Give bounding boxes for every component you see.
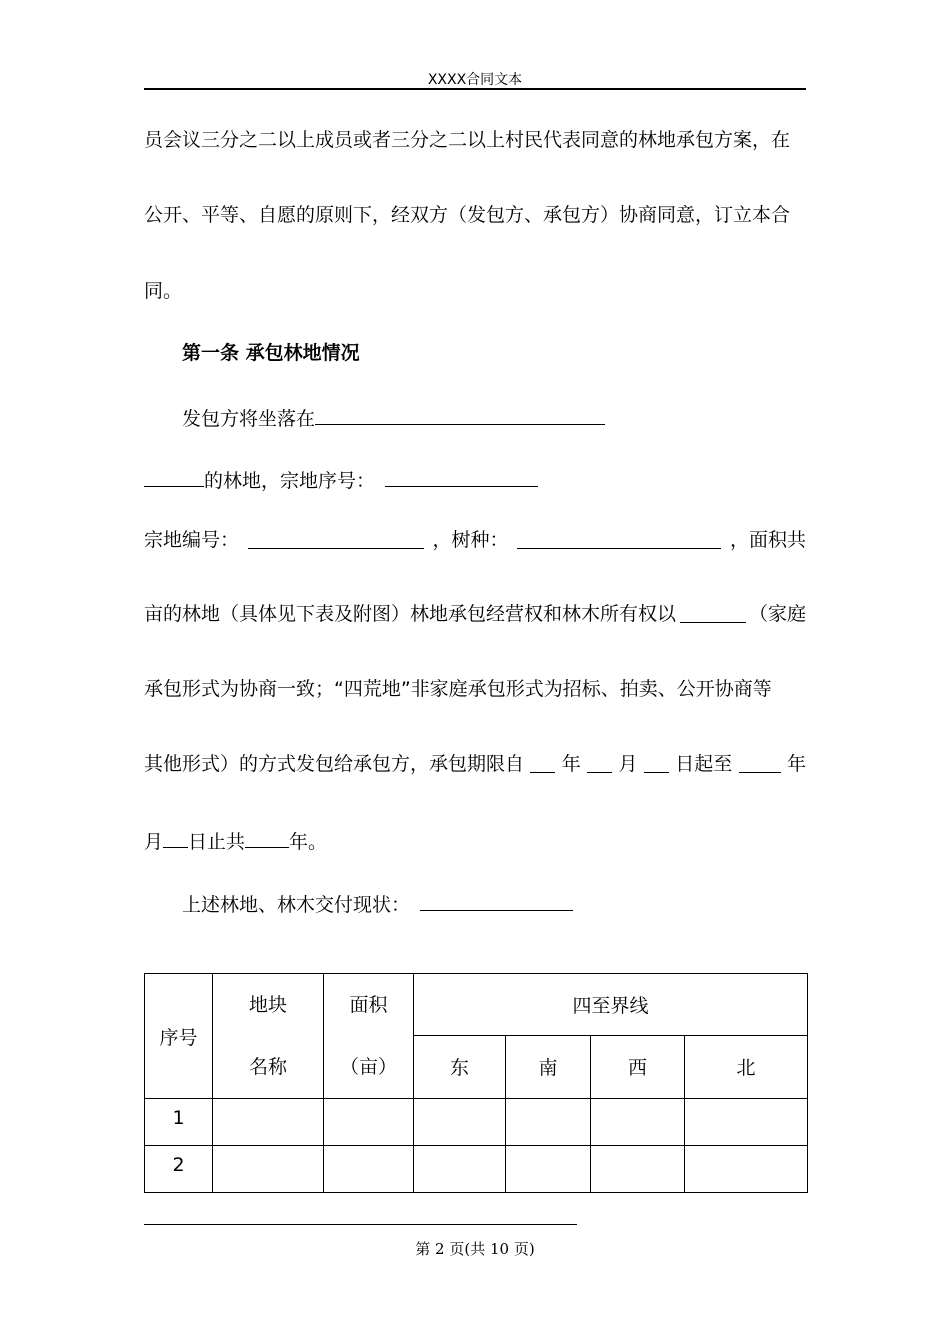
- header-west: 西: [591, 1035, 685, 1098]
- page-number: 第 2 页(共 10 页): [415, 1240, 535, 1258]
- cell[interactable]: [213, 1099, 324, 1146]
- forest-label: 的林地，宗地序号：: [204, 470, 376, 492]
- text: 同。: [144, 280, 183, 302]
- header-title: XXXX合同文本: [427, 72, 523, 88]
- text: （家庭: [748, 603, 806, 625]
- text: 公开、平等、自愿的原则下，经双方（发包方、承包方）协商同意，订立本合: [144, 204, 791, 226]
- paragraph-line: [144, 602, 806, 626]
- total-years-blank[interactable]: [245, 827, 289, 848]
- row-seq: 2: [145, 1146, 213, 1193]
- end-month-blank[interactable]: [163, 827, 188, 848]
- text: 亩的林地（具体见下表及附图）林地承包经营权和林木所有权以: [144, 603, 677, 625]
- paragraph-line: [144, 279, 182, 303]
- text: 年。: [289, 831, 328, 853]
- paragraph-line: [144, 203, 806, 227]
- month-label: 月: [144, 831, 164, 853]
- text: 地块: [248, 994, 287, 1016]
- cell[interactable]: [506, 1099, 591, 1146]
- paragraph-line: [144, 128, 806, 152]
- text: （亩）: [339, 1056, 397, 1078]
- forest-line: [144, 466, 538, 493]
- cell[interactable]: [591, 1099, 685, 1146]
- header-east: 东: [414, 1035, 506, 1098]
- cell[interactable]: [506, 1146, 591, 1193]
- text: 日止共: [188, 831, 246, 853]
- status-line: [182, 890, 573, 917]
- cell[interactable]: [414, 1099, 506, 1146]
- tree-label: ，树种：: [432, 529, 509, 551]
- location-line: [182, 404, 605, 431]
- term-line: [144, 752, 806, 776]
- start-month-blank[interactable]: [587, 752, 612, 773]
- parcel-no-label: 宗地编号：: [144, 529, 240, 551]
- parcel-line: [144, 528, 806, 552]
- footer-rule: [144, 1224, 577, 1225]
- paragraph-line: [144, 677, 806, 701]
- text: 其他形式）的方式发包给承包方，承包期限自: [144, 753, 525, 775]
- cell[interactable]: [591, 1146, 685, 1193]
- location-blank[interactable]: [315, 404, 605, 425]
- status-label: 上述林地、林木交付现状：: [182, 894, 411, 916]
- parcel-seq-blank[interactable]: [385, 466, 538, 487]
- cell[interactable]: [685, 1099, 808, 1146]
- cell[interactable]: [213, 1146, 324, 1193]
- header-area: [324, 974, 414, 1099]
- start-year-blank[interactable]: [530, 752, 555, 773]
- text: 日起至: [675, 753, 733, 775]
- cell[interactable]: [414, 1146, 506, 1193]
- year-label: 年: [561, 753, 581, 775]
- text: 名称: [248, 1056, 287, 1078]
- text: 员会议三分之二以上成员或者三分之二以上村民代表同意的林地承包方案，在: [144, 129, 791, 151]
- end-year-blank[interactable]: [739, 752, 781, 773]
- header-plot-name: [213, 974, 324, 1099]
- cell[interactable]: [685, 1146, 808, 1193]
- header-seq: 序号: [145, 974, 213, 1099]
- method-blank[interactable]: [680, 602, 746, 623]
- village-blank[interactable]: [144, 466, 204, 487]
- table-row: [145, 1099, 808, 1146]
- parcel-no-blank[interactable]: [248, 528, 424, 549]
- header-rule: [144, 88, 806, 90]
- cell[interactable]: [324, 1099, 414, 1146]
- year-label: 年: [786, 753, 806, 775]
- section-title: 第一条 承包林地情况: [182, 342, 360, 364]
- row-seq: 1: [145, 1099, 213, 1146]
- header-boundary: 四至界线: [414, 974, 808, 1036]
- boundary-table: [144, 973, 808, 1193]
- area-label: ，面积共: [729, 529, 806, 551]
- header-south: 南: [506, 1035, 591, 1098]
- status-blank[interactable]: [420, 890, 573, 911]
- cell[interactable]: [324, 1146, 414, 1193]
- header-north: 北: [685, 1035, 808, 1098]
- start-day-blank[interactable]: [644, 752, 669, 773]
- term-end-line: [144, 827, 327, 854]
- month-label: 月: [618, 753, 638, 775]
- tree-species-blank[interactable]: [517, 528, 721, 549]
- table-row: [145, 1146, 808, 1193]
- text: 面积: [349, 994, 388, 1016]
- text: 承包形式为协商一致；“四荒地”非家庭承包形式为招标、拍卖、公开协商等: [144, 678, 772, 700]
- location-label: 发包方将坐落在: [182, 408, 316, 430]
